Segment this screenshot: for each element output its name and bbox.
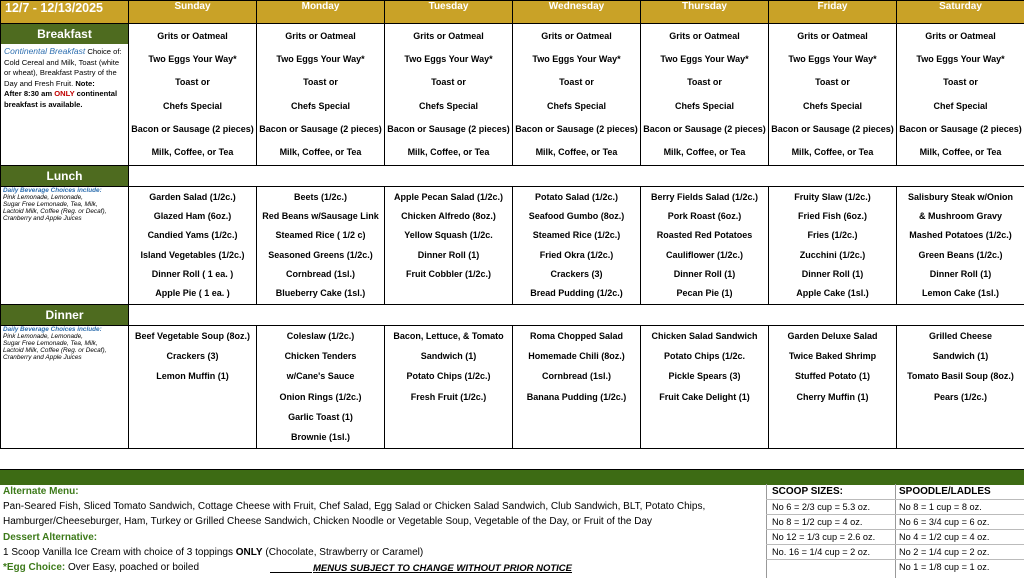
- dinner-menu-item: Potato Chips (1/2c.): [406, 371, 491, 382]
- breakfast-menu-item: Two Eggs Your Way*: [276, 53, 365, 64]
- dinner-menu-item: [191, 412, 194, 422]
- dinner-menu-item: Cherry Muffin (1): [796, 391, 869, 402]
- lunch-menu-item: Dinner Roll ( 1 ea. ): [151, 268, 234, 279]
- blank-line: [270, 562, 312, 573]
- date-range: 12/7 - 12/13/2025: [1, 1, 129, 24]
- dinner-menu-item: Sandwich (1): [420, 351, 477, 362]
- breakfast-menu-item: Milk, Coffee, or Tea: [791, 147, 874, 158]
- lunch-cell-saturday: [897, 187, 1024, 305]
- dinner-menu-item: Bacon, Lettuce, & Tomato: [393, 331, 504, 342]
- dinner-menu-item: Crackers (3): [166, 351, 219, 362]
- dinner-menu-item: Homemade Chili (8oz.): [528, 351, 625, 362]
- lunch-cell-friday: [769, 187, 897, 305]
- breakfast-cell-saturday: [897, 24, 1024, 166]
- continental-breakfast-label: Continental Breakfast: [4, 46, 86, 56]
- dinner-beverage-list: [1, 326, 128, 361]
- lunch-menu-item: Potato Salad (1/2c.): [534, 191, 619, 202]
- lunch-menu-item: Garden Salad (1/2c.): [149, 191, 236, 202]
- breakfast-item-list: [769, 24, 896, 164]
- dinner-menu-item: [959, 432, 962, 442]
- breakfast-menu-item: Chefs Special: [162, 100, 223, 111]
- lunch-item-list: [641, 187, 768, 303]
- breakfast-item-list: [257, 24, 384, 164]
- breakfast-item-list: [641, 24, 768, 164]
- breakfast-item-list: [385, 24, 512, 164]
- footer-rule: [766, 499, 1024, 500]
- continental-description: Choice of: Cold Cereal and Milk, Toast (white or wheat), Breakfast Pastry of the Day and Fresh Fruit.: [4, 47, 122, 88]
- dinner-item-list: [641, 326, 768, 447]
- breakfast-cell-thursday: [641, 24, 769, 166]
- breakfast-menu-item: Chefs Special: [418, 100, 479, 111]
- dinner-menu-item: Twice Baked Shrimp: [788, 351, 877, 362]
- lunch-menu-item: Beets (1/2c.): [293, 191, 348, 202]
- dinner-menu-item: [703, 432, 706, 442]
- breakfast-cell-friday: [769, 24, 897, 166]
- breakfast-menu-item: Two Eggs Your Way*: [404, 53, 493, 64]
- dessert-alternative-text: 1 Scoop Vanilla Ice Cream with choice of 3 toppings ONLY (Chocolate, Strawberry or Caramel): [3, 547, 424, 558]
- dinner-menu-item: Banana Pudding (1/2c.): [526, 391, 627, 402]
- lunch-menu-item: Dinner Roll (1): [801, 268, 864, 279]
- lunch-menu-item: Apple Cake (1sl.): [796, 288, 869, 299]
- dinner-beverage-cell: [1, 326, 129, 449]
- breakfast-label-cell: [1, 24, 129, 166]
- breakfast-menu-item: Grits or Oatmeal: [541, 30, 612, 41]
- lunch-menu-item: [447, 288, 450, 298]
- lunch-beverage-cell: [1, 187, 129, 305]
- lunch-cell-thursday: [641, 187, 769, 305]
- footer-rule: [766, 529, 1024, 530]
- spoodle-row: No 4 = 1/2 cup = 4 oz.: [899, 532, 990, 542]
- day-header: Tuesday: [385, 1, 513, 24]
- spoodle-row: No 8 = 1 cup = 8 oz.: [899, 502, 982, 512]
- breakfast-menu-item: Milk, Coffee, or Tea: [663, 147, 746, 158]
- lunch-menu-item: Dinner Roll (1): [929, 268, 992, 279]
- dinner-menu-item: Onion Rings (1/2c.): [279, 391, 362, 402]
- lunch-menu-item: Yellow Squash (1/2c.: [404, 230, 493, 241]
- lunch-item-list: [385, 187, 512, 303]
- lunch-menu-item: Pork Roast (6oz.): [667, 210, 742, 221]
- dinner-menu-item: Chicken Tenders: [284, 351, 357, 362]
- dinner-menu-item: [447, 432, 450, 442]
- dinner-menu-item: Sandwich (1): [932, 351, 989, 362]
- breakfast-menu-item: Two Eggs Your Way*: [148, 53, 237, 64]
- breakfast-menu-item: Chefs Special: [546, 100, 607, 111]
- lunch-menu-item: Red Beans w/Sausage Link: [262, 210, 379, 221]
- breakfast-menu-item: Grits or Oatmeal: [669, 30, 740, 41]
- breakfast-cell-tuesday: [385, 24, 513, 166]
- breakfast-menu-item: Bacon or Sausage (2 pieces): [387, 123, 510, 134]
- breakfast-item-list: [513, 24, 640, 164]
- dinner-menu-item: Garden Deluxe Salad: [787, 331, 878, 342]
- breakfast-menu-item: Chefs Special: [674, 100, 735, 111]
- dinner-menu-item: Beef Vegetable Soup (8oz.): [134, 331, 251, 342]
- lunch-menu-item: Steamed Rice ( 1/2 c): [275, 230, 366, 241]
- day-header: Saturday: [897, 1, 1024, 24]
- dinner-cell-wednesday: [513, 326, 641, 449]
- beverage-line: Sugar Free Lemonade, Tea, Milk,: [3, 340, 98, 347]
- beverage-line: Cranberry and Apple Juices: [3, 215, 82, 222]
- dinner-menu-item: [831, 432, 834, 442]
- lunch-menu-item: Apple Pecan Salad (1/2c.): [393, 191, 504, 202]
- dinner-cell-tuesday: [385, 326, 513, 449]
- lunch-menu-item: Fruit Cobbler (1/2c.): [405, 268, 491, 279]
- beverage-line: Cranberry and Apple Juices: [3, 354, 82, 361]
- dinner-menu-item: [575, 432, 578, 442]
- scoop-row: No 8 = 1/2 cup = 4 oz.: [772, 517, 863, 527]
- breakfast-menu-item: Bacon or Sausage (2 pieces): [131, 123, 254, 134]
- breakfast-menu-item: Two Eggs Your Way*: [532, 53, 621, 64]
- dinner-menu-item: Cornbread (1sl.): [541, 371, 611, 382]
- dinner-menu-item: [959, 412, 962, 422]
- lunch-menu-item: Seafood Gumbo (8oz.): [528, 210, 625, 221]
- lunch-menu-item: Fries (1/2c.): [807, 230, 858, 241]
- scoop-row: No 12 = 1/3 cup = 2.6 oz.: [772, 532, 876, 542]
- dinner-title: Dinner: [1, 305, 128, 325]
- breakfast-menu-item: Toast or: [943, 77, 978, 88]
- lunch-menu-item: Dinner Roll (1): [673, 268, 736, 279]
- breakfast-description: [1, 44, 128, 110]
- lunch-menu-item: Pecan Pie (1): [676, 288, 733, 299]
- dinner-menu-item: [191, 392, 194, 402]
- spoodle-row: No 1 = 1/8 cup = 1 oz.: [899, 562, 990, 572]
- lunch-item-list: [513, 187, 640, 303]
- breakfast-item-list: [129, 24, 256, 164]
- breakfast-cell-monday: [257, 24, 385, 166]
- beverage-line: Pink Lemonade, Lemonade,: [3, 194, 83, 201]
- beverage-heading: Daily Beverage Choices include:: [3, 326, 102, 333]
- day-header: Sunday: [129, 1, 257, 24]
- day-header: Wednesday: [513, 1, 641, 24]
- breakfast-menu-item: Toast or: [175, 77, 210, 88]
- divider-bar: [0, 469, 1024, 485]
- breakfast-cell-wednesday: [513, 24, 641, 166]
- scoop-row: No. 16 = 1/4 cup = 2 oz.: [772, 547, 871, 557]
- dinner-label-cell: [1, 305, 129, 326]
- day-header: Friday: [769, 1, 897, 24]
- dinner-menu-item: Pears (1/2c.): [933, 391, 988, 402]
- lunch-menu-item: Cornbread (1sl.): [285, 268, 355, 279]
- dinner-menu-item: Chicken Salad Sandwich: [651, 331, 758, 342]
- dinner-menu-item: [447, 412, 450, 422]
- breakfast-menu-item: Toast or: [303, 77, 338, 88]
- lunch-title: Lunch: [1, 166, 128, 186]
- dinner-menu-item: Garlic Toast (1): [288, 411, 353, 422]
- lunch-menu-item: & Mushroom Gravy: [918, 210, 1003, 221]
- breakfast-menu-item: Two Eggs Your Way*: [788, 53, 877, 64]
- alternate-menu-line: Hamburger/Cheeseburger, Ham, Turkey or Grilled Cheese Sandwich, Chicken Noodle or Vegetable Soup, Vegetable of the Day, or Fruit of the Day: [3, 516, 653, 527]
- dinner-cell-saturday: [897, 326, 1024, 449]
- breakfast-menu-item: Grits or Oatmeal: [285, 30, 356, 41]
- lunch-menu-item: Fruity Slaw (1/2c.): [794, 191, 871, 202]
- beverage-line: Sugar Free Lemonade, Tea, Milk,: [3, 201, 98, 208]
- breakfast-menu-item: Milk, Coffee, or Tea: [919, 147, 1002, 158]
- breakfast-menu-item: Bacon or Sausage (2 pieces): [771, 123, 894, 134]
- breakfast-menu-item: Chefs Special: [802, 100, 863, 111]
- note-label: Note:: [75, 78, 95, 88]
- lunch-item-list: [257, 187, 384, 303]
- alternate-menu-line: Pan-Seared Fish, Sliced Tomato Sandwich, Cottage Cheese with Fruit, Chef Salad, Egg Salad or Chicken Salad Sandwich, Club Sandwich, BLT, Potato Chips,: [3, 501, 706, 512]
- dinner-menu-item: Lemon Muffin (1): [156, 371, 229, 382]
- dinner-menu-item: [703, 412, 706, 422]
- breakfast-menu-item: Toast or: [431, 77, 466, 88]
- lunch-menu-item: Apple Pie ( 1 ea. ): [155, 288, 230, 299]
- breakfast-menu-item: Grits or Oatmeal: [797, 30, 868, 41]
- breakfast-menu-item: Milk, Coffee, or Tea: [151, 147, 234, 158]
- breakfast-menu-item: Grits or Oatmeal: [413, 30, 484, 41]
- dinner-menu-item: Potato Chips (1/2c.: [663, 351, 745, 362]
- dinner-menu-item: [831, 412, 834, 422]
- lunch-menu-item: Fried Okra (1/2c.): [539, 249, 614, 260]
- breakfast-menu-item: Milk, Coffee, or Tea: [535, 147, 618, 158]
- lunch-beverage-list: [1, 187, 128, 222]
- scoop-row: No 6 = 2/3 cup = 5.3 oz.: [772, 502, 871, 512]
- beverage-heading: Daily Beverage Choices include:: [3, 187, 102, 194]
- footer-rule: [766, 559, 1024, 560]
- dinner-cell-sunday: [129, 326, 257, 449]
- spoodle-row: No 6 = 3/4 cup = 6 oz.: [899, 517, 990, 527]
- dinner-menu-item: [191, 432, 194, 442]
- lunch-menu-item: Dinner Roll (1): [417, 249, 480, 260]
- breakfast-menu-item: Bacon or Sausage (2 pieces): [899, 123, 1022, 134]
- dinner-menu-item: w/Cane's Sauce: [286, 371, 355, 382]
- dinner-item-list: [129, 326, 256, 447]
- dinner-menu-item: Stuffed Potato (1): [795, 371, 870, 382]
- lunch-label-cell: [1, 166, 129, 187]
- lunch-item-list: [897, 187, 1024, 303]
- breakfast-title: Breakfast: [1, 24, 128, 44]
- beverage-line: Pink Lemonade, Lemonade,: [3, 333, 83, 340]
- breakfast-menu-item: Toast or: [559, 77, 594, 88]
- footer-rule: [766, 514, 1024, 515]
- dinner-menu-item: Fresh Fruit (1/2c.): [410, 391, 487, 402]
- lunch-cell-sunday: [129, 187, 257, 305]
- breakfast-menu-item: Toast or: [815, 77, 850, 88]
- lunch-cell-monday: [257, 187, 385, 305]
- dinner-item-list: [897, 326, 1024, 447]
- spoodle-row: No 2 = 1/4 cup = 2 oz.: [899, 547, 990, 557]
- breakfast-menu-item: Two Eggs Your Way*: [916, 53, 1005, 64]
- lunch-menu-item: Glazed Ham (6oz.): [153, 210, 232, 221]
- subject-to-change-note: MENUS SUBJECT TO CHANGE WITHOUT PRIOR NOTICE: [313, 563, 572, 574]
- lunch-menu-item: Blueberry Cake (1sl.): [275, 288, 366, 299]
- lunch-menu-item: Salisbury Steak w/Onion: [907, 191, 1014, 202]
- lunch-menu-item: Seasoned Greens (1/2c.): [268, 249, 373, 260]
- dinner-menu-item: Roma Chopped Salad: [529, 331, 623, 342]
- dinner-menu-item: Pickle Spears (3): [668, 371, 741, 382]
- day-header: Monday: [257, 1, 385, 24]
- beverage-line: Lactoid Milk, Coffee (Reg. or Decaf),: [3, 208, 107, 215]
- lunch-menu-item: Roasted Red Potatoes: [656, 230, 753, 241]
- lunch-menu-item: Chicken Alfredo (8oz.): [401, 210, 496, 221]
- breakfast-menu-item: Bacon or Sausage (2 pieces): [515, 123, 638, 134]
- dinner-item-list: [513, 326, 640, 447]
- lunch-menu-item: Fried Fish (6oz.): [797, 210, 867, 221]
- lunch-menu-item: Lemon Cake (1sl.): [921, 288, 1000, 299]
- footer-rule: [766, 544, 1024, 545]
- dinner-menu-item: Brownie (1sl.): [290, 431, 350, 442]
- dinner-menu-item: Grilled Cheese: [928, 331, 993, 342]
- lunch-menu-item: Mashed Potatoes (1/2c.): [909, 230, 1012, 241]
- dinner-item-list: [257, 326, 384, 447]
- breakfast-menu-item: Toast or: [687, 77, 722, 88]
- breakfast-item-list: [897, 24, 1024, 164]
- lunch-menu-item: Candied Yams (1/2c.): [147, 230, 238, 241]
- lunch-item-list: [129, 187, 256, 303]
- breakfast-menu-item: Milk, Coffee, or Tea: [407, 147, 490, 158]
- dinner-cell-monday: [257, 326, 385, 449]
- breakfast-menu-item: Chefs Special: [290, 100, 351, 111]
- lunch-menu-item: Berry Fields Salad (1/2c.): [650, 191, 759, 202]
- lunch-item-list: [769, 187, 896, 303]
- breakfast-menu-item: Chef Special: [933, 100, 988, 111]
- breakfast-menu-item: Grits or Oatmeal: [157, 30, 228, 41]
- beverage-line: Lactoid Milk, Coffee (Reg. or Decaf),: [3, 347, 107, 354]
- spoodle-ladles-title: SPOODLE/LADLES: [899, 486, 991, 497]
- lunch-menu-item: Green Beans (1/2c.): [918, 249, 1003, 260]
- lunch-menu-item: Bread Pudding (1/2c.): [530, 288, 623, 299]
- lunch-menu-item: Crackers (3): [550, 268, 603, 279]
- dinner-menu-item: [575, 412, 578, 422]
- breakfast-menu-item: Bacon or Sausage (2 pieces): [643, 123, 766, 134]
- lunch-cell-wednesday: [513, 187, 641, 305]
- dinner-item-list: [385, 326, 512, 447]
- note-text: After 8:30 am ONLY continental breakfast is available.: [4, 89, 118, 109]
- lunch-menu-item: Steamed Rice (1/2c.): [532, 230, 621, 241]
- lunch-cell-tuesday: [385, 187, 513, 305]
- scoop-sizes-title: SCOOP SIZES:: [772, 486, 843, 497]
- day-header: Thursday: [641, 1, 769, 24]
- lunch-menu-item: Island Vegetables (1/2c.): [140, 249, 245, 260]
- dinner-menu-item: Coleslaw (1/2c.): [286, 331, 355, 342]
- lunch-menu-item: Cauliflower (1/2c.): [665, 249, 744, 260]
- dinner-cell-thursday: [641, 326, 769, 449]
- breakfast-menu-item: Milk, Coffee, or Tea: [279, 147, 362, 158]
- breakfast-cell-sunday: [129, 24, 257, 166]
- dessert-alternative-label: Dessert Alternative:: [3, 532, 98, 543]
- breakfast-menu-item: Two Eggs Your Way*: [660, 53, 749, 64]
- alternate-menu-label: Alternate Menu:: [3, 486, 79, 497]
- breakfast-menu-item: Grits or Oatmeal: [925, 30, 996, 41]
- dinner-menu-item: Fruit Cake Delight (1): [659, 391, 750, 402]
- egg-choice: *Egg Choice: Over Easy, poached or boiled: [3, 562, 200, 573]
- dinner-menu-item: Tomato Basil Soup (8oz.): [907, 371, 1014, 382]
- breakfast-menu-item: Bacon or Sausage (2 pieces): [259, 123, 382, 134]
- dinner-item-list: [769, 326, 896, 447]
- lunch-menu-item: Zucchini (1/2c.): [799, 249, 866, 260]
- dinner-cell-friday: [769, 326, 897, 449]
